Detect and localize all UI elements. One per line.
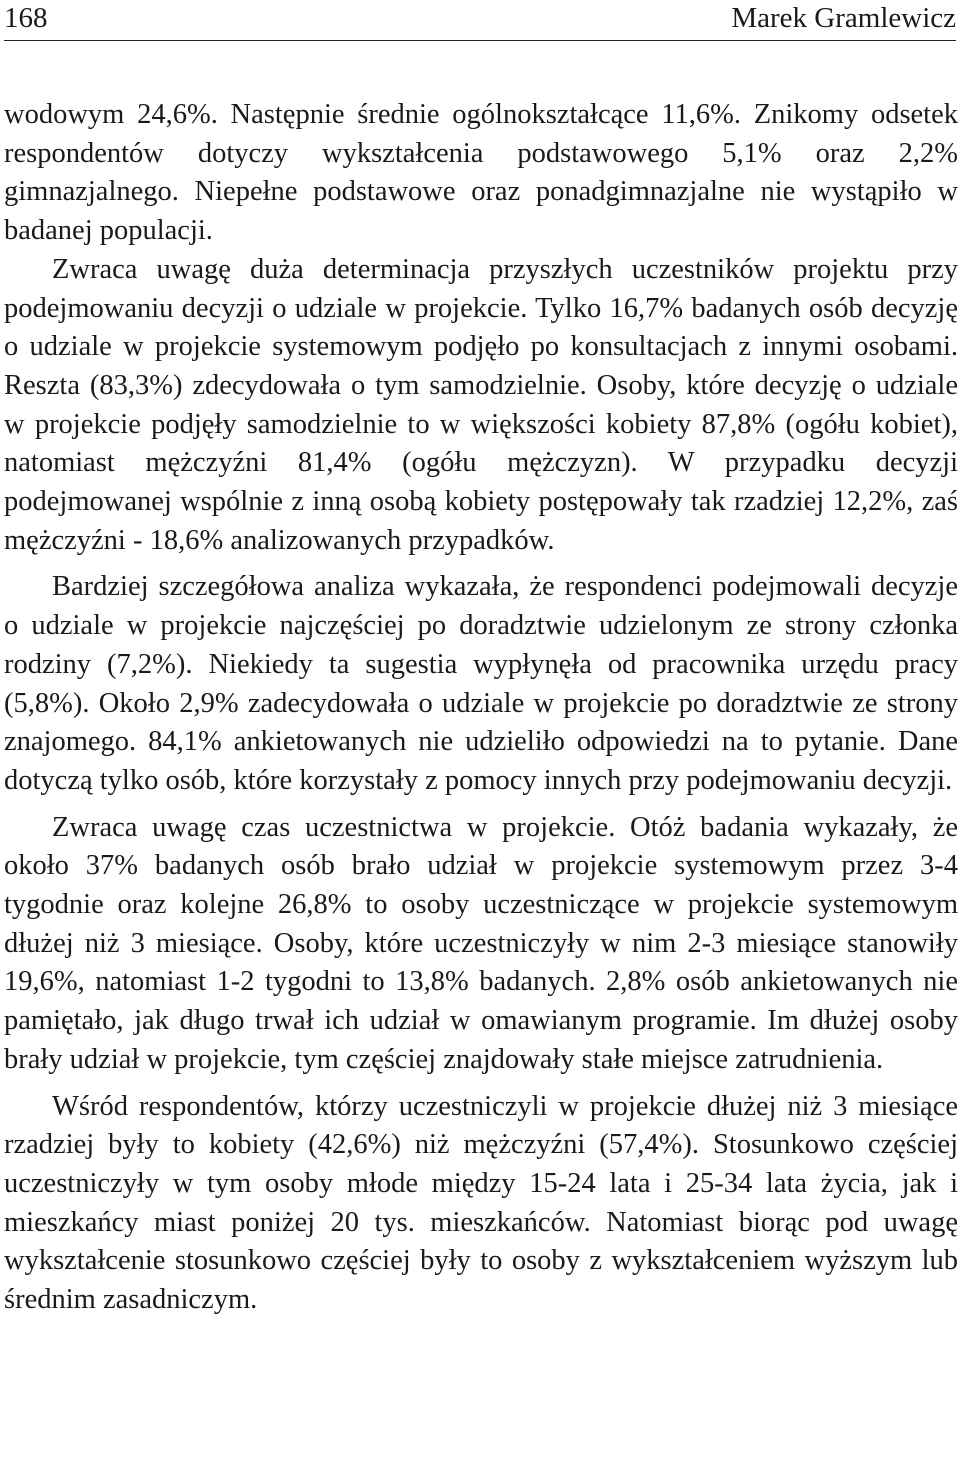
paragraph-continuation: wodowym 24,6%. Następnie średnie ogólnokształcące 11,6%. Znikomy odsetek respondentów dotyczy wykształcenia podstawowego 5,1% oraz 2,2% gimnazjalnego. Niepełne podstawowe oraz ponadgimnazjalne nie wystąpiło w badanej populacji. [4, 99, 958, 247]
page-header [4, 0, 956, 41]
paragraph-analysis: Bardziej szczegółowa analiza wykazała, że respondenci podejmowali decyzje o udziale w projekcie najczęściej po doradztwie udzielonym ze strony członka rodziny (7,2%). Niekiedy ta sugestia wypłynęła od pracownika urzędu pracy (5,8%). Około 2,9% zadecydowała o udziale w projekcie po doradztwie ze strony znajomego. 84,1% ankietowanych nie udzieliło odpowiedzi na to pytanie. Dane dotyczą tylko osób, które korzystały z pomocy innych przy podejmowaniu decyzji. [4, 571, 958, 796]
running-head-author: Marek Gramlewicz [731, 2, 956, 34]
body-text [4, 96, 958, 1320]
page-number: 168 [4, 2, 48, 34]
paragraph-respondents: Wśród respondentów, którzy uczestniczyli w projekcie dłużej niż 3 miesiące rzadziej były to kobiety (42,6%) niż mężczyźni (57,4%). Stosunkowo częściej uczestniczyły w tym osoby młode między 15-24 lata i 25-34 lata życia, jak i mieszkańcy miast poniżej 20 tys. mieszkańców. Natomiast biorąc pod uwagę wykształcenie stosunkowo częściej były to osoby z wykształceniem wyższym lub średnim zasadniczym. [4, 1090, 958, 1316]
paragraph-duration: Zwraca uwagę czas uczestnictwa w projekcie. Otóż badania wykazały, że około 37% badanych osób brało udział w projekcie systemowym przez 3-4 tygodnie oraz kolejne 26,8% to osoby uczestniczące w projekcie systemowym dłużej niż 3 miesiące. Osoby, które uczestniczyły w nim 2-3 miesiące stanowiły 19,6%, natomiast 1-2 tygodni to 13,8% badanych. 2,8% osób ankietowanych nie pamiętało, jak długo trwał ich udział w omawianym programie. Im dłużej osoby brały udział w projekcie, tym częściej znajdowały stałe miejsce zatrudnienia. [4, 811, 958, 1075]
paragraph-decision: Zwraca uwagę duża determinacja przyszłych uczestników projektu przy podejmowaniu decyzji o udziale w projekcie. Tylko 16,7% badanych osób decyzję o udziale w projekcie systemowym podjęło po konsultacjach z innymi osobami. Reszta (83,3%) zdecydowała o tym samodzielnie. Osoby, które decyzję o udziale w projekcie podjęły samodzielnie to w większości kobiety 87,8% (ogółu kobiet), natomiast mężczyźni 81,4% (ogółu mężczyzn). W przypadku decyzji podejmowanej wspólnie z inną osobą kobiety postępowały tak rzadziej 12,2%, zaś mężczyźni - 18,6% analizowanych przypadków. [4, 253, 958, 556]
